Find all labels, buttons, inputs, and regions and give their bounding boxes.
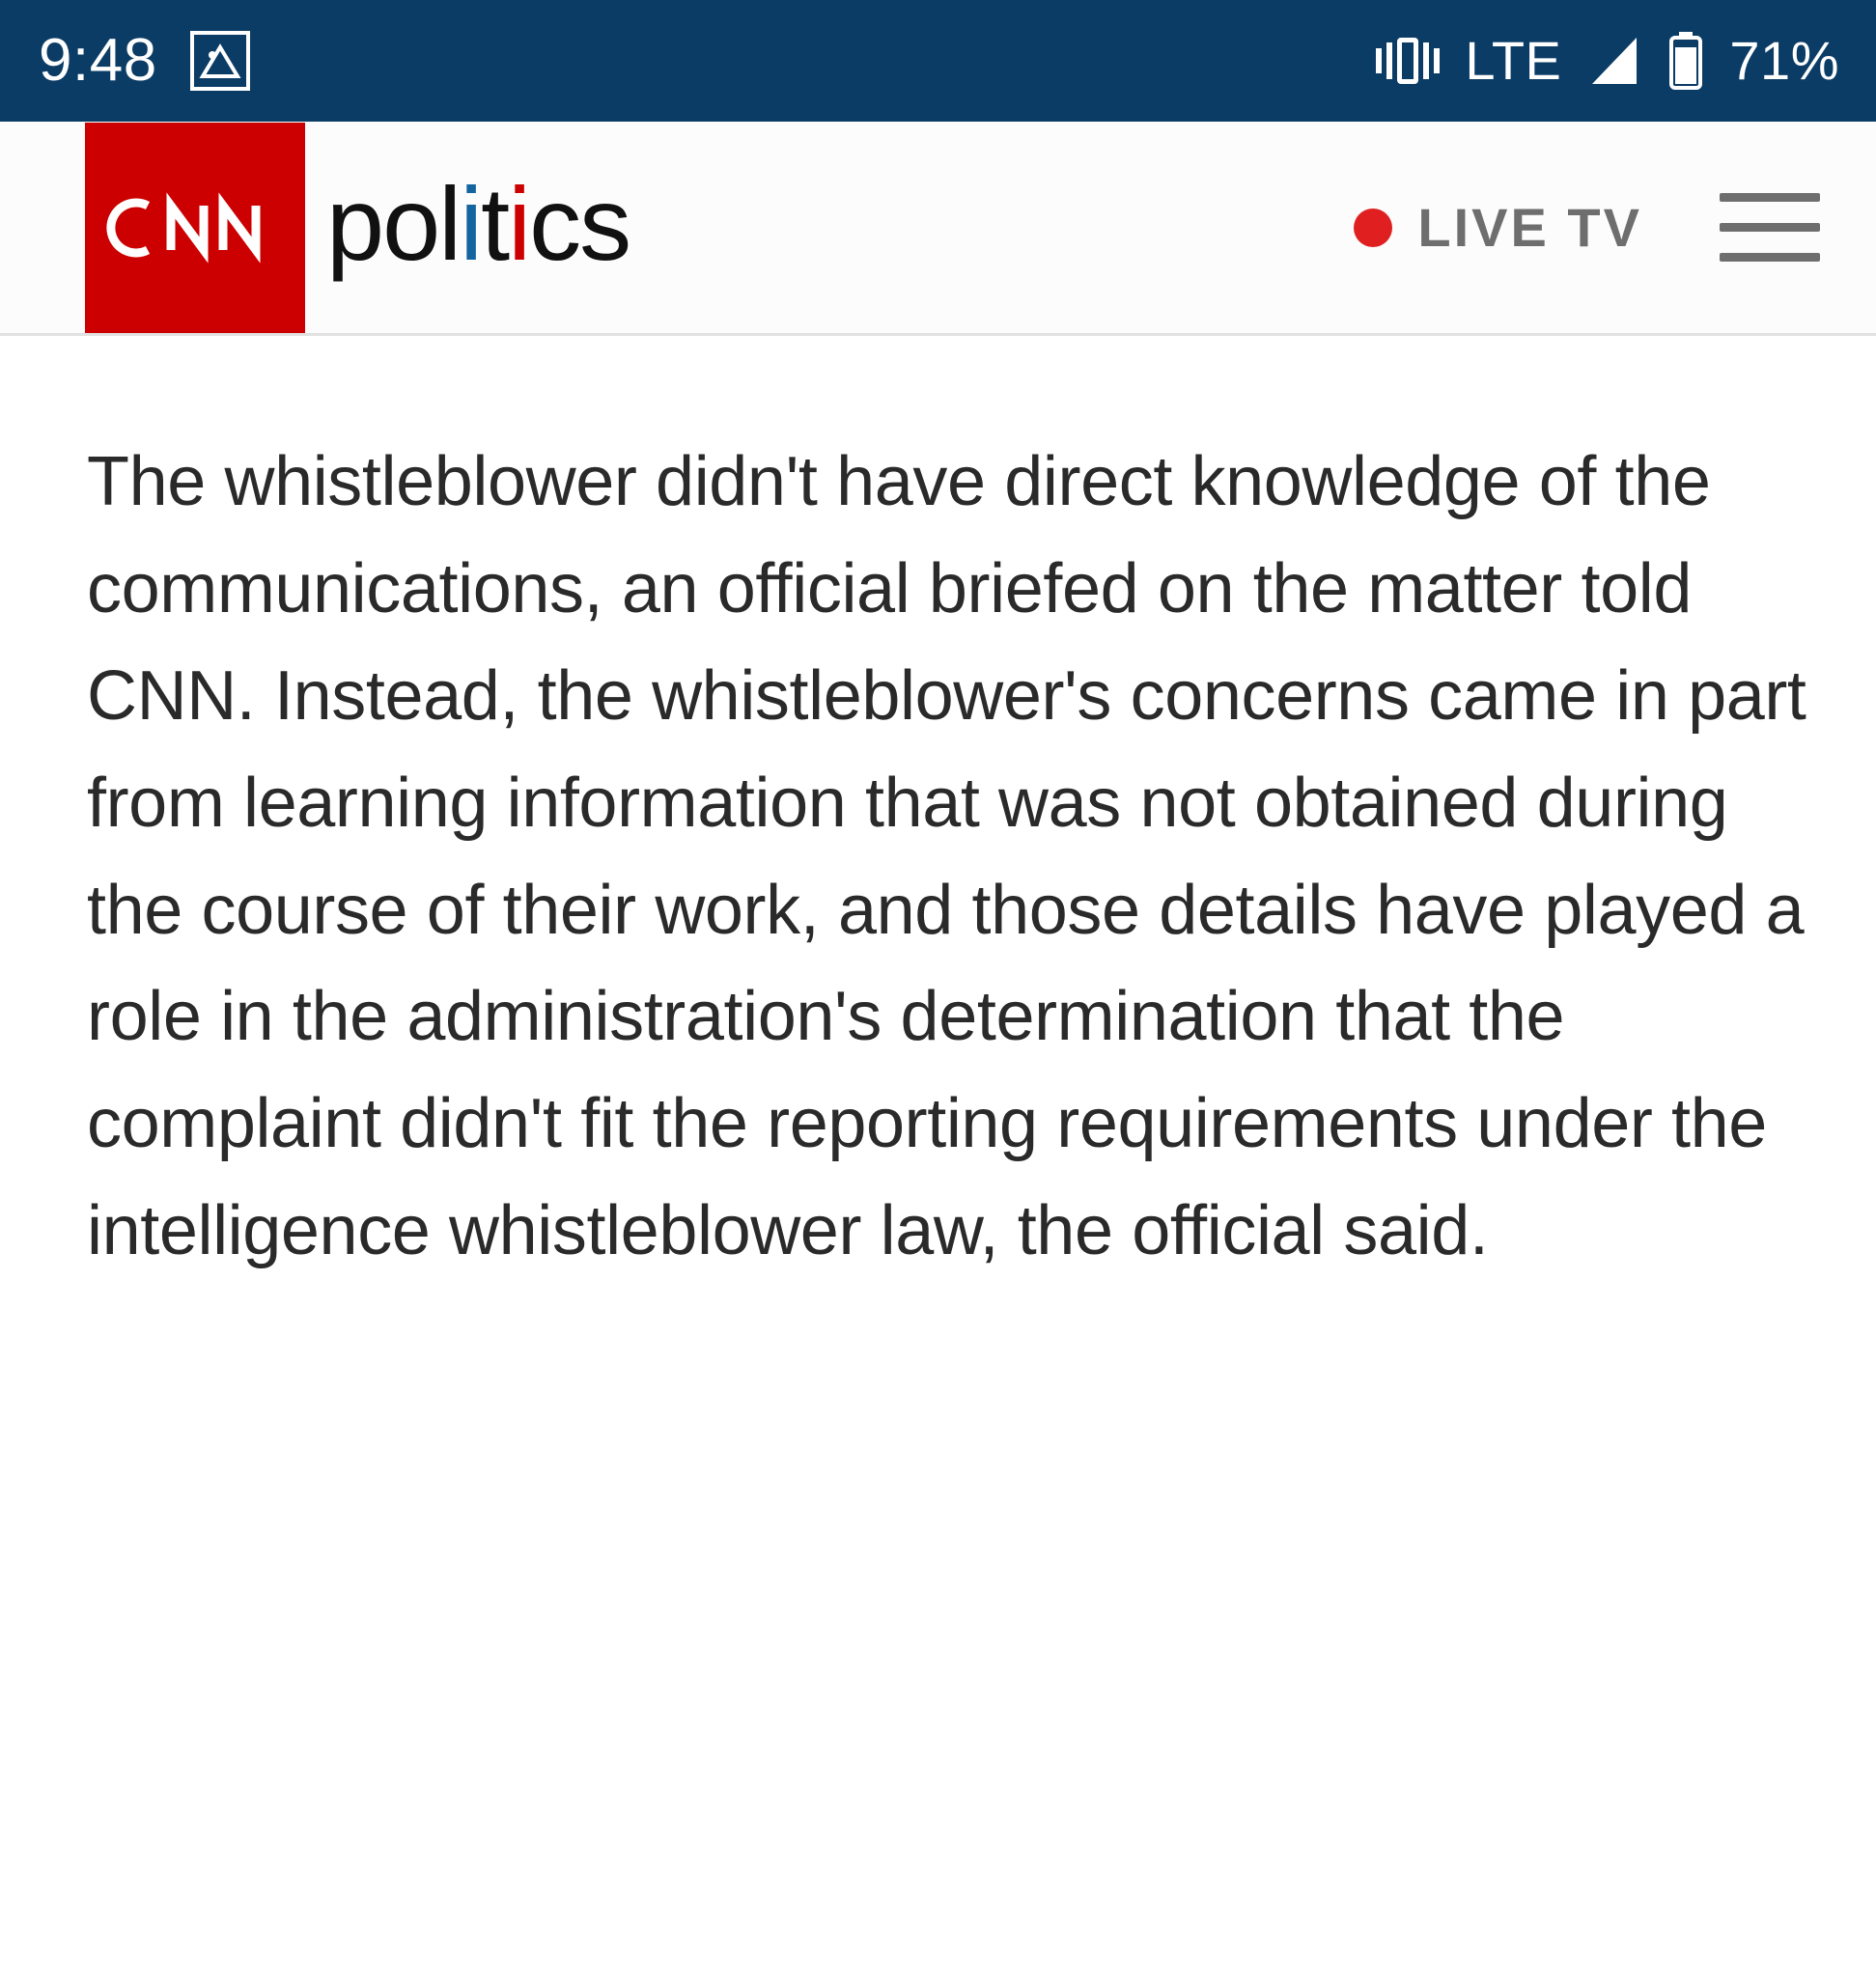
battery-percent-label: 71% xyxy=(1729,30,1839,91)
live-indicator-dot-icon xyxy=(1354,209,1392,247)
cnn-logo[interactable] xyxy=(85,123,305,333)
status-bar-left xyxy=(39,27,250,94)
header-actions xyxy=(1354,193,1820,262)
section-title-part-cs: cs xyxy=(529,164,630,282)
section-title-part-1: pol xyxy=(326,164,461,282)
live-tv-label: LIVE TV xyxy=(1417,196,1642,258)
article-paragraph: The whistleblower didn't have direct knowledge of the communications, an official briefed on the matter told CNN. Instead, the whistleblower's concerns came in part from learning information that was not obtained during the course of their work, and those details have played a role in the administration's determination that the complaint didn't fit the reporting requirements under the intelligence whistleblower law, the official said. xyxy=(87,443,1806,1270)
status-bar-right xyxy=(1376,32,1839,90)
hamburger-menu-icon[interactable] xyxy=(1720,193,1820,262)
status-bar xyxy=(0,0,1876,122)
section-title-part-t: t xyxy=(481,164,509,282)
warning-triangle-notification-icon xyxy=(190,31,250,91)
article-body xyxy=(0,336,1876,1285)
battery-icon xyxy=(1667,32,1704,90)
site-header xyxy=(0,122,1876,336)
vibrate-icon xyxy=(1376,38,1440,84)
network-type-label: LTE xyxy=(1465,30,1562,91)
signal-bars-icon xyxy=(1586,34,1642,88)
section-title xyxy=(326,164,630,282)
brand-home-link[interactable] xyxy=(85,123,630,333)
section-title-part-i-red: i xyxy=(508,164,530,282)
live-tv-button[interactable] xyxy=(1354,196,1642,258)
status-clock: 9:48 xyxy=(39,27,157,94)
section-title-part-i-blue: i xyxy=(460,164,482,282)
